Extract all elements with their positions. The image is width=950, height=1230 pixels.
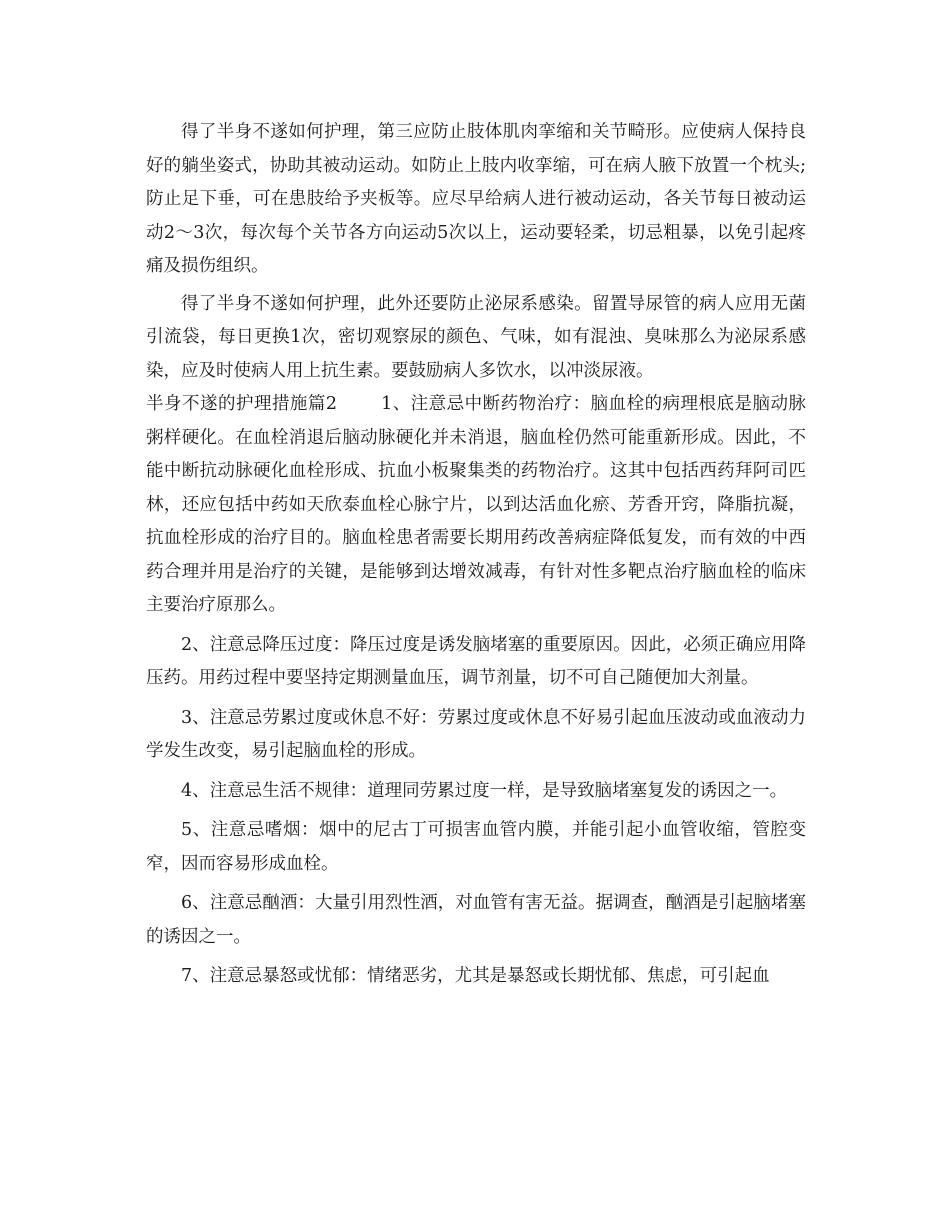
section-heading: 半身不遂的护理措施篇2 bbox=[146, 394, 338, 414]
paragraph-alcohol: 6、注意忌酗酒：大量引用烈性酒，对血管有害无益。据调查，酗酒是引起脑堵塞的诱因之一。 bbox=[146, 893, 806, 947]
paragraph-emotion: 7、注意忌暴怒或忧郁：情绪恶劣，尤其是暴怒或长期忧郁、焦虑，可引起血 bbox=[181, 966, 770, 986]
paragraph-smoking: 5、注意忌嗜烟：烟中的尼古丁可损害血管内膜，并能引起小血管收缩，管腔变窄，因而容易形成血栓。 bbox=[146, 820, 806, 874]
paragraph-medication: 1、注意忌中断药物治疗：脑血栓的病理根底是脑动脉粥样硬化。在血栓消退后脑动脉硬化并未消退，脑血栓仍然可能重新形成。因此，不能中断抗动脉硬化血栓形成、抗血小板聚集类的药物治疗。这其中包括西药拜阿司匹林，还应包括中药如天欣泰血栓心脉宁片，以到达活血化瘀、芳香开窍，降脂抗凝，抗血栓形成的治疗目的。脑血栓患者需要长期用药改善病症降低复发，而有效的中西药合理并用是治疗的关键，是能够到达增效减毒，有针对性多靶点治疗脑血栓的临床主要治疗原那么。 bbox=[146, 394, 806, 615]
paragraph-urinary-infection: 得了半身不遂如何护理，此外还要防止泌尿系感染。留置导尿管的病人应用无菌引流袋，每日更换1次，密切观察尿的颜色、气味，如有混浊、臭味那么为泌尿系感染，应及时使病人用上抗生素。要鼓励病人多饮水，以冲淡尿液。 bbox=[146, 293, 806, 381]
paragraph-overwork: 3、注意忌劳累过度或休息不好：劳累过度或休息不好易引起血压波动或血液动力学发生改变，易引起脑血栓的形成。 bbox=[146, 707, 806, 761]
paragraph-irregular-life: 4、注意忌生活不规律：道理同劳累过度一样，是导致脑堵塞复发的诱因之一。 bbox=[181, 780, 788, 801]
paragraph-blood-pressure: 2、注意忌降压过度：降压过度是诱发脑堵塞的重要原因。因此，必须正确应用降压药。用药过程中要坚持定期测量血压，调节剂量，切不可自己随便加大剂量。 bbox=[146, 634, 806, 688]
document-body bbox=[146, 116, 806, 994]
paragraph-section-2 bbox=[146, 388, 806, 623]
paragraph-joint-contracture: 得了半身不遂如何护理，第三应防止肢体肌肉挛缩和关节畸形。应使病人保持良好的躺坐姿式，协助其被动运动。如防止上肢内收挛缩，可在病人腋下放置一个枕头;防止足下垂，可在患肢给予夹板等。应尽早给病人进行被动运动，各关节每日被动运动2～3次，每次每个关节各方向运动5次以上，运动要轻柔，切忌粗暴，以免引起疼痛及损伤组织。 bbox=[146, 122, 806, 276]
